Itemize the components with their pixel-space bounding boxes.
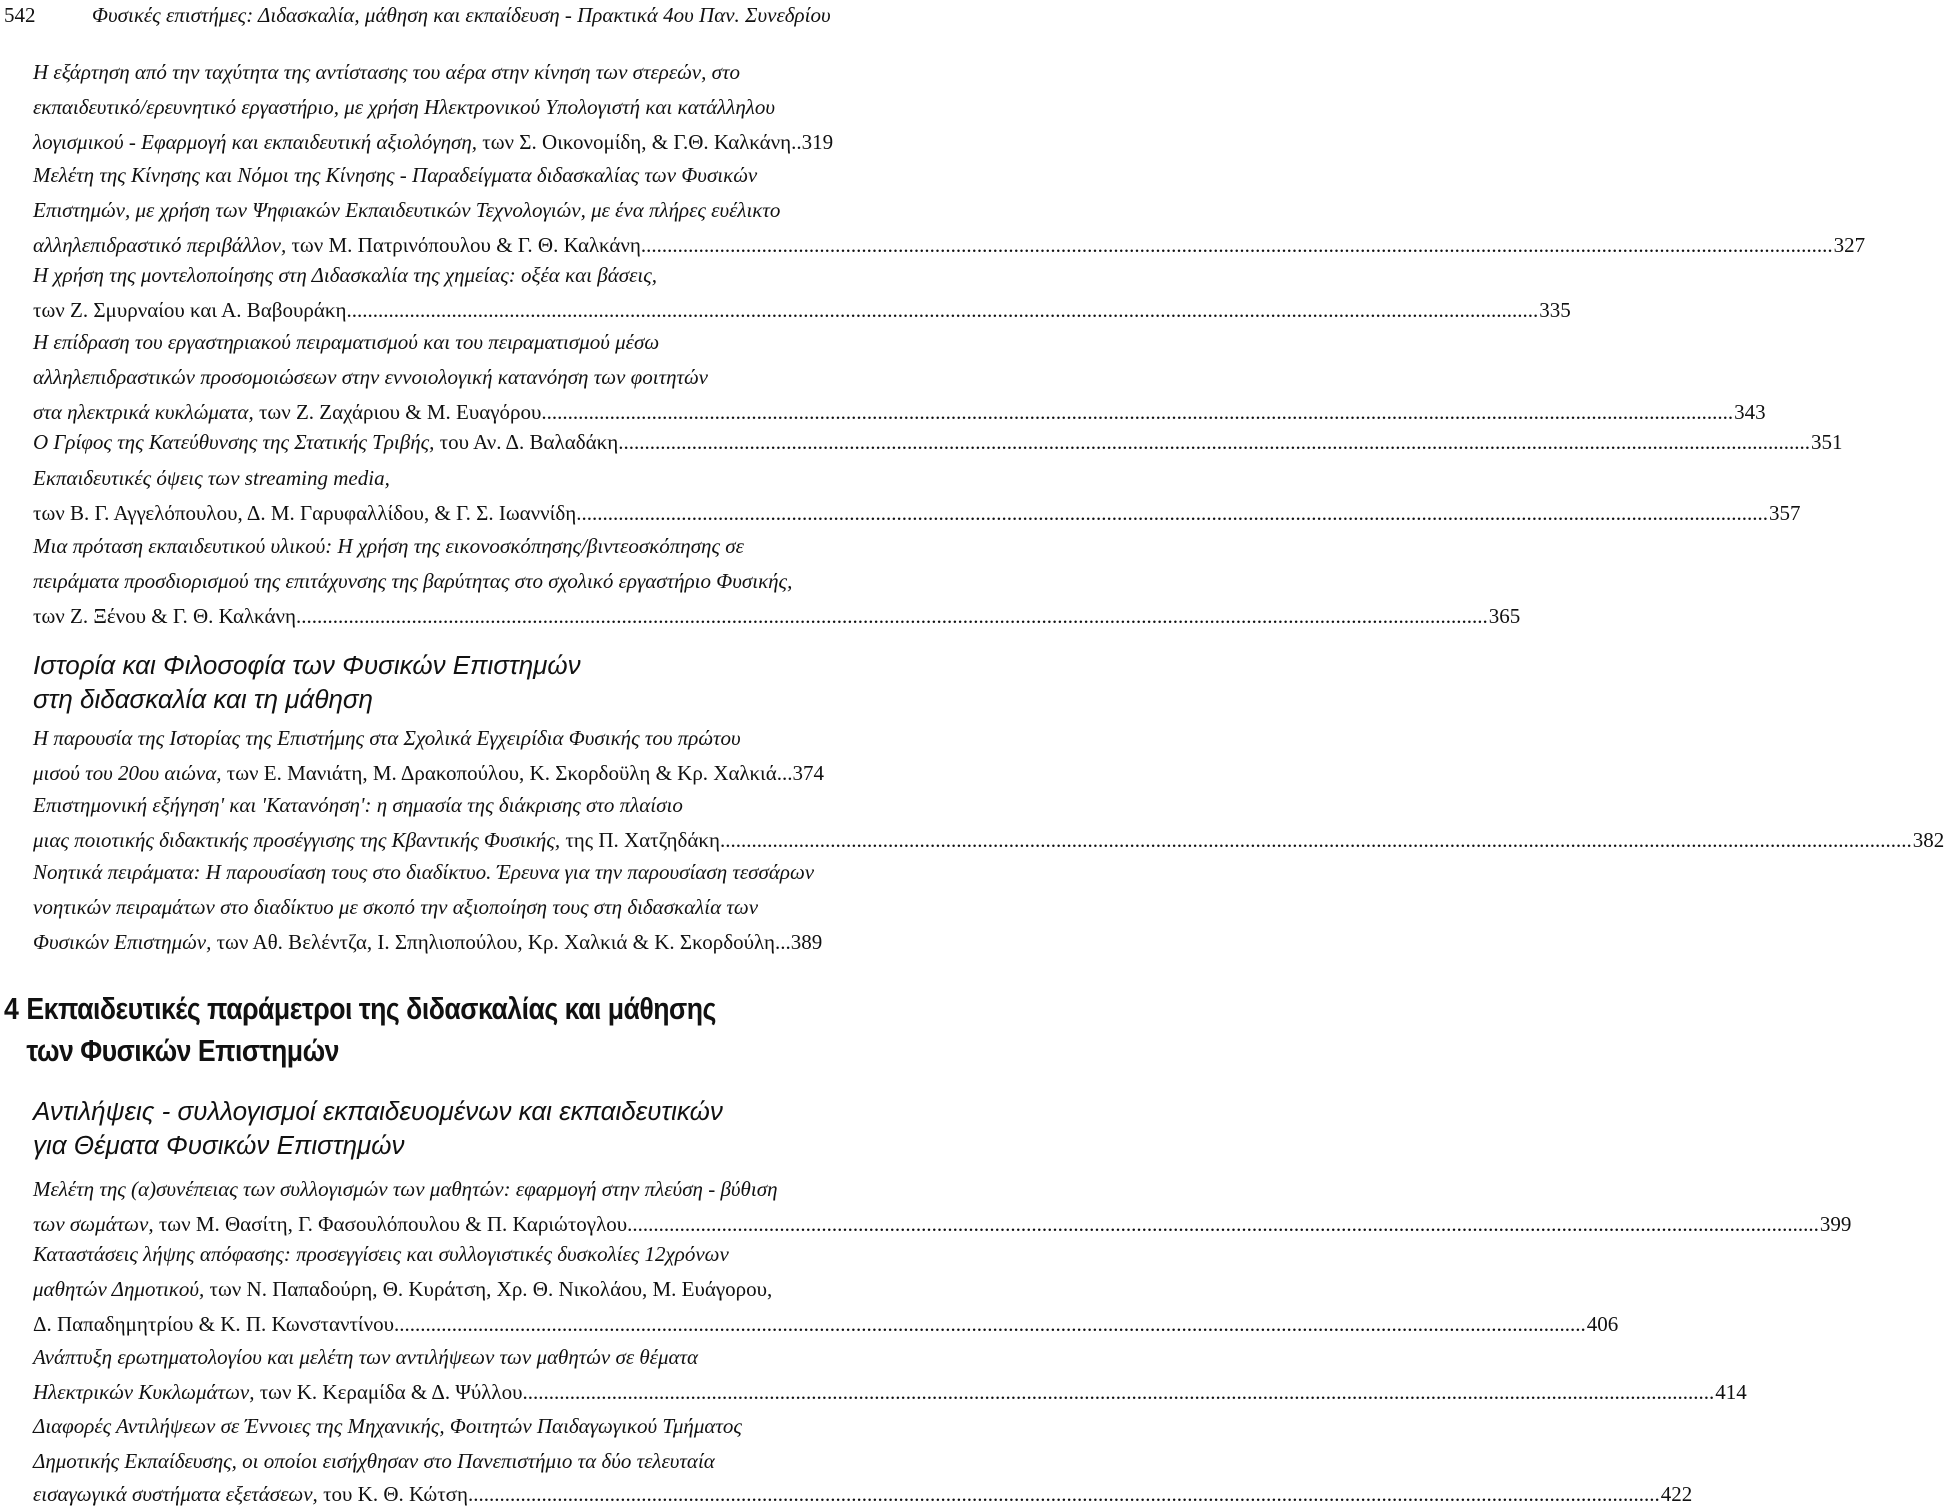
- entry-authors: των Αθ. Βελέντζα, Ι. Σπηλιοπούλου, Κρ. Χαλκιά & Κ. Σκορδούλη: [211, 930, 775, 954]
- toc-entry[interactable]: [33, 788, 1944, 858]
- entry-page: 365: [1488, 604, 1521, 628]
- entry-authors: των Κ. Κεραμίδα & Δ. Ψύλλου: [254, 1380, 523, 1404]
- entry-title-line: Εκπαιδευτικές όψεις των streaming media,: [33, 466, 390, 490]
- entry-final-line: [33, 756, 958, 791]
- entry-final-line: [33, 925, 958, 960]
- entry-page: ...389: [774, 930, 823, 954]
- toc-entry[interactable]: [33, 258, 1571, 328]
- entry-final-line: [33, 293, 1571, 328]
- leader-dots: [618, 425, 1810, 460]
- subsection-heading-line: Ιστορία και Φιλοσοφία των Φυσικών Επιστημών: [33, 650, 581, 680]
- entry-title-line: αλληλεπιδραστικό περιβάλλον,: [33, 233, 287, 257]
- entry-title-line: αλληλεπιδραστικών προσομοιώσεων στην εννοιολογική κατανόηση των φοιτητών: [33, 365, 709, 389]
- entry-title-line: Η παρουσία της Ιστορίας της Επιστήμης στα Σχολικά Εγχειρίδια Φυσικής του πρώτου: [33, 726, 741, 750]
- entry-title-line: Ο Γρίφος της Κατεύθυνσης της Στατικής Τριβής,: [33, 430, 435, 454]
- entry-title-line: Νοητικά πειράματα: Η παρουσίαση τους στο διαδίκτυο. Έρευνα για την παρουσίαση τεσσάρων: [33, 860, 815, 884]
- entry-title-line: εκπαιδευτικό/ερευνητικό εργαστήριο, με χρήση Ηλεκτρονικού Υπολογιστή και κατάλληλου: [33, 95, 775, 119]
- entry-title-line: λογισμικού - Εφαρμογή και εκπαιδευτική αξιολόγηση,: [33, 130, 478, 154]
- entry-page: 351: [1810, 430, 1843, 454]
- subsection-heading: [33, 1094, 958, 1162]
- chapter-heading-line: [4, 1030, 821, 1072]
- entry-authors: των Ε. Μανιάτη, Μ. Δρακοπούλου, Κ. Σκορδοϋλη & Κρ. Χαλκιά: [221, 761, 777, 785]
- entry-authors: του Αν. Δ. Βαλαδάκη: [434, 430, 619, 454]
- entry-page: 343: [1734, 400, 1766, 424]
- entry-title-line: Καταστάσεις λήψης απόφασης: προσεγγίσεις και συλλογιστικές δυσκολίες 12χρόνων: [33, 1242, 729, 1266]
- entry-title-line: νοητικών πειραμάτων στο διαδίκτυο με σκοπό την αξιοποίηση τους στη διδασκαλία των: [33, 895, 759, 919]
- chapter-heading: [4, 988, 821, 1072]
- entry-title-line: των σωμάτων,: [33, 1212, 154, 1236]
- toc-entry[interactable]: [33, 529, 1521, 634]
- entry-title-line: Η επίδραση του εργαστηριακού πειραματισμού και του πειραματισμού μέσω: [33, 330, 660, 354]
- running-header: [4, 0, 960, 34]
- leader-dots: [394, 1307, 1586, 1342]
- chapter-number: 4: [4, 991, 19, 1026]
- entry-final-line: [33, 599, 1521, 634]
- toc-entry[interactable]: [33, 1340, 1747, 1410]
- entry-title-line: Η χρήση της μοντελοποίησης στη Διδασκαλία της χημείας: οξέα και βάσεις,: [33, 263, 657, 287]
- subsection-heading-line: στη διδασκαλία και τη μάθηση: [33, 684, 373, 714]
- entry-title-line: Μια πρόταση εκπαιδευτικού υλικού: Η χρήση της εικονοσκόπησης/βιντεοσκόπησης σε: [33, 534, 744, 558]
- toc-entry[interactable]: [33, 721, 958, 791]
- entry-page: 382: [1912, 828, 1944, 852]
- entry-title-line: πειράματα προσδιορισμού της επιτάχυνσης της βαρύτητας στο σχολικό εργαστήριο Φυσικής,: [33, 569, 793, 593]
- entry-title-line: Δημοτικής Εκπαίδευσης, οι οποίοι εισήχθησαν στο Πανεπιστήμιο τα δύο τελευταία: [33, 1449, 715, 1473]
- entry-final-line: [33, 1307, 1619, 1342]
- chapter-title: Εκπαιδευτικές παράμετροι της διδασκαλίας και μάθησης: [26, 991, 716, 1026]
- entry-page: 406: [1586, 1312, 1619, 1336]
- entry-page: 357: [1768, 501, 1801, 525]
- page-number: 542: [4, 3, 36, 27]
- leader-dots: [576, 496, 1768, 531]
- toc-entry[interactable]: [33, 55, 958, 160]
- running-title: Φυσικές επιστήμες: Διδασκαλία, μάθηση και εκπαίδευση - Πρακτικά 4ου Παν. Συνεδρίου: [92, 3, 831, 27]
- entry-final-line: [33, 125, 958, 160]
- entry-authors: Δ. Παπαδημητρίου & Κ. Π. Κωνσταντίνου: [33, 1312, 394, 1336]
- entry-authors: της Π. Χατζηδάκη: [560, 828, 720, 852]
- entry-title-line: Μελέτη της (α)συνέπειας των συλλογισμών των μαθητών: εφαρμογή στην πλεύση - βύθιση: [33, 1177, 778, 1201]
- leader-dots: [720, 823, 1912, 858]
- entry-title-line: Μελέτη της Κίνησης και Νόμοι της Κίνησης - Παραδείγματα διδασκαλίας των Φυσικών: [33, 163, 758, 187]
- subsection-heading-line: Αντιλήψεις - συλλογισμοί εκπαιδευομένων και εκπαιδευτικών: [33, 1096, 723, 1126]
- entry-page: ...374: [776, 761, 824, 785]
- toc-entry[interactable]: [33, 461, 1801, 531]
- entry-final-line: [33, 1479, 1693, 1509]
- entry-authors: του Κ. Θ. Κώτση: [317, 1482, 468, 1506]
- entry-authors: των Ζ. Ξένου & Γ. Θ. Καλκάνη: [33, 604, 296, 628]
- entry-title-line: Διαφορές Αντιλήψεων σε Έννοιες της Μηχανικής, Φοιτητών Παιδαγωγικού Τμήματος: [33, 1414, 742, 1438]
- entry-page: 327: [1833, 233, 1866, 257]
- entry-title-line: στα ηλεκτρικά κυκλώματα,: [33, 400, 254, 424]
- entry-title-line: Ανάπτυξη ερωτηματολογίου και μελέτη των αντιλήψεων των μαθητών σε θέματα: [33, 1345, 699, 1369]
- entry-page: 422: [1660, 1482, 1693, 1506]
- entry-title-line: μιας ποιοτικής διδακτικής προσέγγισης της Κβαντικής Φυσικής,: [33, 828, 561, 852]
- entry-authors: των Ζ. Ζαχάριου & Μ. Ευαγόρου: [253, 400, 542, 424]
- entry-final-line: [33, 1375, 1747, 1410]
- entry-title-line: Επιστημών, με χρήση των Ψηφιακών Εκπαιδευτικών Τεχνολογιών, με ένα πλήρες ευέλικτο: [33, 198, 781, 222]
- toc-entry[interactable]: [33, 158, 1866, 263]
- toc-entry[interactable]: [33, 855, 958, 960]
- entry-title-line: μαθητών Δημοτικού,: [33, 1277, 205, 1301]
- entry-authors: των Β. Γ. Αγγελόπουλου, Δ. Μ. Γαρυφαλλίδου, & Γ. Σ. Ιωαννίδη: [33, 501, 577, 525]
- toc-entry[interactable]: [33, 325, 1766, 430]
- leader-dots: [346, 293, 1538, 328]
- entry-title-line: Επιστημονική εξήγηση' και 'Κατανόηση': η σημασία της διάκρισης στο πλαίσιο: [33, 793, 683, 817]
- entry-final-line: [33, 496, 1801, 531]
- chapter-heading-line: [4, 988, 821, 1030]
- entry-authors: των Μ. Θασίτη, Γ. Φασουλόπουλου & Π. Καριώτογλου: [153, 1212, 628, 1236]
- entry-title-line: Η εξάρτηση από την ταχύτητα της αντίστασης του αέρα στην κίνηση των στερεών, στο: [33, 60, 740, 84]
- entry-final-line: [33, 425, 1843, 460]
- entry-title-line: [33, 1272, 958, 1307]
- toc-entry[interactable]: [33, 1409, 1693, 1509]
- entry-title-line: εισαγωγικά συστήματα εξετάσεων,: [33, 1482, 318, 1506]
- entry-authors: των Ζ. Σμυρναίου και Α. Βαβουράκη: [33, 298, 347, 322]
- entry-authors: των Μ. Πατρινόπουλου & Γ. Θ. Καλκάνη: [286, 233, 641, 257]
- leader-dots: [296, 599, 1488, 634]
- leader-dots: [523, 1375, 1715, 1410]
- entry-page: ..319: [791, 130, 834, 154]
- entry-title-line: Ηλεκτρικών Κυκλωμάτων,: [33, 1380, 255, 1404]
- entry-page: 399: [1819, 1212, 1852, 1236]
- entry-page: 335: [1539, 298, 1571, 322]
- toc-entry[interactable]: [33, 425, 1843, 460]
- entry-authors: των Σ. Οικονομίδη, & Γ.Θ. Καλκάνη: [477, 130, 792, 154]
- entry-title-line: Φυσικών Επιστημών,: [33, 930, 212, 954]
- subsection-heading: [33, 648, 958, 716]
- toc-entry[interactable]: [33, 1237, 1619, 1342]
- entry-authors: των Ν. Παπαδούρη, Θ. Κυράτση, Χρ. Θ. Νικολάου, Μ. Ευάγορου,: [204, 1277, 773, 1301]
- entry-final-line: [33, 823, 1944, 858]
- toc-entry[interactable]: [33, 1172, 1852, 1242]
- entry-title-line: μισού του 20ου αιώνα,: [33, 761, 222, 785]
- entry-page: 414: [1715, 1380, 1747, 1404]
- chapter-title: των Φυσικών Επιστημών: [26, 1033, 339, 1068]
- leader-dots: [468, 1479, 1660, 1509]
- subsection-heading-line: για Θέματα Φυσικών Επιστημών: [33, 1130, 405, 1160]
